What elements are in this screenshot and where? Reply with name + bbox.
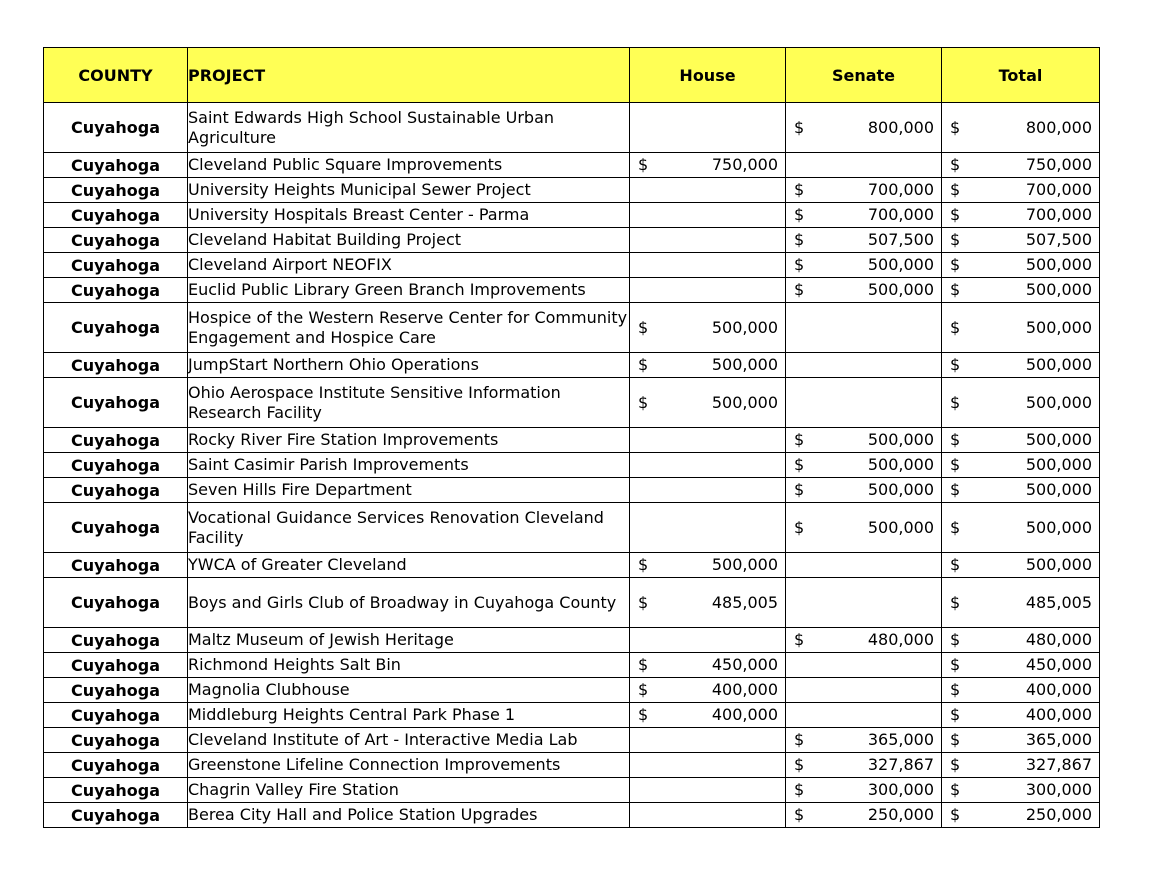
total-amount (942, 730, 1099, 750)
table-row (44, 228, 1100, 253)
table-body (44, 103, 1100, 828)
house-amount (630, 593, 785, 613)
table-row (44, 703, 1100, 728)
county-cell[interactable]: Cuyahoga (44, 428, 188, 453)
currency-symbol: $ (794, 480, 805, 499)
total-cell[interactable] (942, 153, 1100, 178)
total-amount (942, 355, 1099, 375)
project-cell[interactable]: Cleveland Public Square Improvements (188, 153, 630, 178)
total-value: 500,000 (1025, 317, 1092, 337)
currency-symbol: $ (638, 392, 649, 412)
currency-symbol: $ (794, 230, 805, 249)
house-amount (630, 393, 785, 413)
total-amount (942, 393, 1099, 413)
table-row (44, 153, 1100, 178)
senate-amount (786, 480, 941, 500)
table-row (44, 778, 1100, 803)
house-cell[interactable] (630, 253, 786, 278)
currency-symbol: $ (950, 555, 961, 574)
house-cell[interactable] (630, 703, 786, 728)
house-value: 450,000 (711, 655, 778, 674)
total-cell[interactable] (942, 628, 1100, 653)
header-county[interactable]: COUNTY (44, 48, 188, 103)
house-amount (630, 655, 785, 675)
total-amount (942, 680, 1099, 700)
table-row (44, 728, 1100, 753)
currency-symbol: $ (638, 317, 649, 337)
house-value: 400,000 (711, 680, 778, 699)
house-value: 500,000 (711, 555, 778, 574)
currency-symbol: $ (950, 180, 961, 199)
house-cell[interactable] (630, 803, 786, 828)
project-cell[interactable]: YWCA of Greater Cleveland (188, 553, 630, 578)
total-amount (942, 555, 1099, 575)
senate-value: 507,500 (867, 230, 934, 249)
currency-symbol: $ (794, 455, 805, 474)
senate-cell[interactable] (786, 578, 942, 628)
senate-cell[interactable] (786, 553, 942, 578)
total-value: 500,000 (1025, 517, 1092, 537)
total-amount (942, 118, 1099, 138)
total-amount (942, 805, 1099, 825)
total-cell[interactable] (942, 228, 1100, 253)
project-cell[interactable]: University Hospitals Breast Center - Parma (188, 203, 630, 228)
house-cell[interactable] (630, 503, 786, 553)
house-cell[interactable] (630, 553, 786, 578)
currency-symbol: $ (950, 517, 961, 537)
senate-amount (786, 455, 941, 475)
currency-symbol: $ (950, 455, 961, 474)
house-value: 485,005 (711, 592, 778, 612)
total-cell[interactable] (942, 803, 1100, 828)
table-row (44, 178, 1100, 203)
senate-amount (786, 280, 941, 300)
total-value: 700,000 (1025, 205, 1092, 224)
total-cell[interactable] (942, 503, 1100, 553)
table-row (44, 278, 1100, 303)
currency-symbol: $ (794, 780, 805, 799)
house-value: 500,000 (711, 355, 778, 374)
currency-symbol: $ (794, 255, 805, 274)
senate-cell[interactable] (786, 278, 942, 303)
project-cell[interactable]: Hospice of the Western Reserve Center for Community Engagement and Hospice Care (188, 303, 630, 353)
project-cell[interactable]: Euclid Public Library Green Branch Improvements (188, 278, 630, 303)
senate-value: 480,000 (867, 630, 934, 649)
house-cell[interactable] (630, 378, 786, 428)
house-value: 500,000 (711, 392, 778, 412)
total-value: 327,867 (1025, 755, 1092, 774)
total-amount (942, 630, 1099, 650)
house-cell[interactable] (630, 478, 786, 503)
table-row (44, 103, 1100, 153)
house-amount (630, 555, 785, 575)
project-cell[interactable]: Magnolia Clubhouse (188, 678, 630, 703)
table-row (44, 578, 1100, 628)
house-cell[interactable] (630, 653, 786, 678)
county-cell[interactable]: Cuyahoga (44, 178, 188, 203)
house-cell[interactable] (630, 778, 786, 803)
total-value: 700,000 (1025, 180, 1092, 199)
house-cell[interactable] (630, 278, 786, 303)
table-row (44, 253, 1100, 278)
total-value: 507,500 (1025, 230, 1092, 249)
total-value: 250,000 (1025, 805, 1092, 824)
table-row (44, 553, 1100, 578)
house-cell[interactable] (630, 103, 786, 153)
total-value: 400,000 (1025, 680, 1092, 699)
county-cell[interactable]: Cuyahoga (44, 453, 188, 478)
senate-amount (786, 205, 941, 225)
county-cell[interactable]: Cuyahoga (44, 253, 188, 278)
senate-amount (786, 118, 941, 138)
county-cell[interactable]: Cuyahoga (44, 203, 188, 228)
county-cell[interactable]: Cuyahoga (44, 303, 188, 353)
header-senate[interactable]: Senate (786, 48, 942, 103)
currency-symbol: $ (950, 117, 961, 137)
currency-symbol: $ (638, 355, 649, 374)
currency-symbol: $ (794, 280, 805, 299)
table-row (44, 503, 1100, 553)
currency-symbol: $ (950, 805, 961, 824)
table-row (44, 303, 1100, 353)
house-amount (630, 355, 785, 375)
currency-symbol: $ (794, 805, 805, 824)
total-cell[interactable] (942, 428, 1100, 453)
currency-symbol: $ (638, 680, 649, 699)
total-cell[interactable] (942, 678, 1100, 703)
project-cell[interactable]: Richmond Heights Salt Bin (188, 653, 630, 678)
total-value: 500,000 (1025, 455, 1092, 474)
senate-value: 300,000 (867, 780, 934, 799)
total-cell[interactable] (942, 478, 1100, 503)
senate-amount (786, 255, 941, 275)
senate-cell[interactable] (786, 178, 942, 203)
senate-cell[interactable] (786, 728, 942, 753)
senate-value: 365,000 (867, 730, 934, 749)
project-cell[interactable]: Berea City Hall and Police Station Upgrades (188, 803, 630, 828)
total-value: 500,000 (1025, 280, 1092, 299)
county-cell[interactable]: Cuyahoga (44, 803, 188, 828)
currency-symbol: $ (950, 592, 961, 612)
county-cell[interactable]: Cuyahoga (44, 278, 188, 303)
total-cell[interactable] (942, 578, 1100, 628)
total-amount (942, 455, 1099, 475)
total-value: 500,000 (1025, 355, 1092, 374)
project-cell[interactable]: Saint Casimir Parish Improvements (188, 453, 630, 478)
header-project[interactable]: PROJECT (188, 48, 630, 103)
senate-cell[interactable] (786, 153, 942, 178)
table-row (44, 428, 1100, 453)
county-cell[interactable]: Cuyahoga (44, 628, 188, 653)
currency-symbol: $ (950, 280, 961, 299)
house-cell[interactable] (630, 228, 786, 253)
project-cell[interactable]: Seven Hills Fire Department (188, 478, 630, 503)
project-cell[interactable]: Rocky River Fire Station Improvements (188, 428, 630, 453)
currency-symbol: $ (950, 630, 961, 649)
table-row (44, 678, 1100, 703)
senate-value: 700,000 (867, 180, 934, 199)
total-value: 450,000 (1025, 655, 1092, 674)
currency-symbol: $ (638, 705, 649, 724)
total-value: 400,000 (1025, 705, 1092, 724)
total-cell[interactable] (942, 103, 1100, 153)
senate-value: 700,000 (867, 205, 934, 224)
senate-value: 500,000 (867, 480, 934, 499)
total-cell[interactable] (942, 553, 1100, 578)
senate-value: 500,000 (867, 517, 934, 537)
project-cell[interactable]: JumpStart Northern Ohio Operations (188, 353, 630, 378)
total-cell[interactable] (942, 753, 1100, 778)
senate-amount (786, 805, 941, 825)
currency-symbol: $ (794, 755, 805, 774)
total-amount (942, 318, 1099, 338)
currency-symbol: $ (638, 155, 649, 174)
currency-symbol: $ (950, 755, 961, 774)
total-cell[interactable] (942, 253, 1100, 278)
total-amount (942, 780, 1099, 800)
house-amount (630, 318, 785, 338)
total-cell[interactable] (942, 303, 1100, 353)
project-cell[interactable]: Chagrin Valley Fire Station (188, 778, 630, 803)
header-total[interactable]: Total (942, 48, 1100, 103)
house-cell[interactable] (630, 353, 786, 378)
total-cell[interactable] (942, 378, 1100, 428)
total-cell[interactable] (942, 728, 1100, 753)
senate-cell[interactable] (786, 428, 942, 453)
currency-symbol: $ (950, 155, 961, 174)
house-cell[interactable] (630, 753, 786, 778)
currency-symbol: $ (638, 655, 649, 674)
county-cell[interactable]: Cuyahoga (44, 103, 188, 153)
senate-amount (786, 755, 941, 775)
senate-value: 500,000 (867, 430, 934, 449)
house-value: 500,000 (711, 317, 778, 337)
currency-symbol: $ (794, 630, 805, 649)
house-amount (630, 705, 785, 725)
senate-value: 250,000 (867, 805, 934, 824)
house-value: 400,000 (711, 705, 778, 724)
senate-value: 800,000 (867, 117, 934, 137)
total-value: 485,005 (1025, 592, 1092, 612)
senate-cell[interactable] (786, 778, 942, 803)
project-cell[interactable]: Cleveland Airport NEOFIX (188, 253, 630, 278)
senate-value: 500,000 (867, 280, 934, 299)
county-cell[interactable]: Cuyahoga (44, 753, 188, 778)
currency-symbol: $ (950, 730, 961, 749)
county-cell[interactable]: Cuyahoga (44, 353, 188, 378)
currency-symbol: $ (794, 180, 805, 199)
project-cell[interactable]: Boys and Girls Club of Broadway in Cuyahoga County (188, 578, 630, 628)
currency-symbol: $ (794, 117, 805, 137)
total-amount (942, 480, 1099, 500)
county-cell[interactable]: Cuyahoga (44, 503, 188, 553)
total-cell[interactable] (942, 653, 1100, 678)
senate-cell[interactable] (786, 203, 942, 228)
currency-symbol: $ (794, 730, 805, 749)
senate-amount (786, 630, 941, 650)
senate-amount (786, 730, 941, 750)
county-cell[interactable]: Cuyahoga (44, 653, 188, 678)
currency-symbol: $ (950, 392, 961, 412)
house-cell[interactable] (630, 628, 786, 653)
header-row (44, 48, 1100, 103)
table-row (44, 653, 1100, 678)
project-cell[interactable]: Middleburg Heights Central Park Phase 1 (188, 703, 630, 728)
senate-amount (786, 430, 941, 450)
table-row (44, 378, 1100, 428)
total-cell[interactable] (942, 778, 1100, 803)
currency-symbol: $ (794, 517, 805, 537)
total-value: 300,000 (1025, 780, 1092, 799)
house-cell[interactable] (630, 453, 786, 478)
total-value: 365,000 (1025, 730, 1092, 749)
currency-symbol: $ (950, 780, 961, 799)
senate-cell[interactable] (786, 228, 942, 253)
senate-cell[interactable] (786, 628, 942, 653)
total-amount (942, 655, 1099, 675)
total-value: 750,000 (1025, 155, 1092, 174)
county-cell[interactable]: Cuyahoga (44, 703, 188, 728)
senate-amount (786, 518, 941, 538)
county-cell[interactable]: Cuyahoga (44, 678, 188, 703)
senate-cell[interactable] (786, 653, 942, 678)
total-cell[interactable] (942, 703, 1100, 728)
currency-symbol: $ (950, 355, 961, 374)
house-cell[interactable] (630, 203, 786, 228)
header-house[interactable]: House (630, 48, 786, 103)
senate-cell[interactable] (786, 703, 942, 728)
currency-symbol: $ (950, 230, 961, 249)
currency-symbol: $ (950, 680, 961, 699)
total-amount (942, 518, 1099, 538)
total-cell[interactable] (942, 353, 1100, 378)
total-cell[interactable] (942, 203, 1100, 228)
total-amount (942, 255, 1099, 275)
county-cell[interactable]: Cuyahoga (44, 778, 188, 803)
table-row (44, 203, 1100, 228)
senate-cell[interactable] (786, 303, 942, 353)
senate-cell[interactable] (786, 453, 942, 478)
project-cell[interactable]: Maltz Museum of Jewish Heritage (188, 628, 630, 653)
house-cell[interactable] (630, 428, 786, 453)
currency-symbol: $ (950, 205, 961, 224)
table-row (44, 753, 1100, 778)
currency-symbol: $ (638, 592, 649, 612)
total-value: 480,000 (1025, 630, 1092, 649)
total-value: 800,000 (1025, 117, 1092, 137)
senate-cell[interactable] (786, 803, 942, 828)
funding-table (43, 47, 1100, 828)
senate-amount (786, 780, 941, 800)
table-row (44, 628, 1100, 653)
county-cell[interactable]: Cuyahoga (44, 378, 188, 428)
senate-cell[interactable] (786, 378, 942, 428)
house-amount (630, 155, 785, 175)
senate-cell[interactable] (786, 478, 942, 503)
total-cell[interactable] (942, 278, 1100, 303)
total-value: 500,000 (1025, 480, 1092, 499)
total-amount (942, 430, 1099, 450)
currency-symbol: $ (950, 317, 961, 337)
total-amount (942, 705, 1099, 725)
table-row (44, 353, 1100, 378)
total-value: 500,000 (1025, 555, 1092, 574)
senate-value: 500,000 (867, 255, 934, 274)
senate-cell[interactable] (786, 503, 942, 553)
senate-cell[interactable] (786, 353, 942, 378)
house-amount (630, 680, 785, 700)
senate-amount (786, 180, 941, 200)
senate-cell[interactable] (786, 678, 942, 703)
currency-symbol: $ (950, 480, 961, 499)
house-cell[interactable] (630, 728, 786, 753)
senate-value: 327,867 (867, 755, 934, 774)
house-cell[interactable] (630, 303, 786, 353)
senate-cell[interactable] (786, 253, 942, 278)
house-cell[interactable] (630, 678, 786, 703)
total-amount (942, 180, 1099, 200)
currency-symbol: $ (950, 655, 961, 674)
total-amount (942, 230, 1099, 250)
project-cell[interactable]: Saint Edwards High School Sustainable Urban Agriculture (188, 103, 630, 153)
project-cell[interactable]: Vocational Guidance Services Renovation Cleveland Facility (188, 503, 630, 553)
total-cell[interactable] (942, 178, 1100, 203)
project-cell[interactable]: Cleveland Habitat Building Project (188, 228, 630, 253)
house-cell[interactable] (630, 153, 786, 178)
project-cell[interactable]: Cleveland Institute of Art - Interactive Media Lab (188, 728, 630, 753)
currency-symbol: $ (950, 705, 961, 724)
currency-symbol: $ (638, 555, 649, 574)
county-cell[interactable]: Cuyahoga (44, 228, 188, 253)
house-cell[interactable] (630, 178, 786, 203)
total-amount (942, 205, 1099, 225)
currency-symbol: $ (950, 430, 961, 449)
senate-value: 500,000 (867, 455, 934, 474)
county-cell[interactable]: Cuyahoga (44, 153, 188, 178)
currency-symbol: $ (794, 430, 805, 449)
house-cell[interactable] (630, 578, 786, 628)
project-cell[interactable]: University Heights Municipal Sewer Project (188, 178, 630, 203)
total-amount (942, 755, 1099, 775)
total-amount (942, 280, 1099, 300)
total-value: 500,000 (1025, 255, 1092, 274)
senate-cell[interactable] (786, 103, 942, 153)
senate-cell[interactable] (786, 753, 942, 778)
table-row (44, 803, 1100, 828)
total-amount (942, 155, 1099, 175)
table-row (44, 478, 1100, 503)
currency-symbol: $ (794, 205, 805, 224)
house-value: 750,000 (711, 155, 778, 174)
county-cell[interactable]: Cuyahoga (44, 728, 188, 753)
total-amount (942, 593, 1099, 613)
total-value: 500,000 (1025, 392, 1092, 412)
total-cell[interactable] (942, 453, 1100, 478)
table-row (44, 453, 1100, 478)
project-cell[interactable]: Ohio Aerospace Institute Sensitive Information Research Facility (188, 378, 630, 428)
county-cell[interactable]: Cuyahoga (44, 553, 188, 578)
total-value: 500,000 (1025, 430, 1092, 449)
project-cell[interactable]: Greenstone Lifeline Connection Improvements (188, 753, 630, 778)
county-cell[interactable]: Cuyahoga (44, 478, 188, 503)
county-cell[interactable]: Cuyahoga (44, 578, 188, 628)
senate-amount (786, 230, 941, 250)
currency-symbol: $ (950, 255, 961, 274)
